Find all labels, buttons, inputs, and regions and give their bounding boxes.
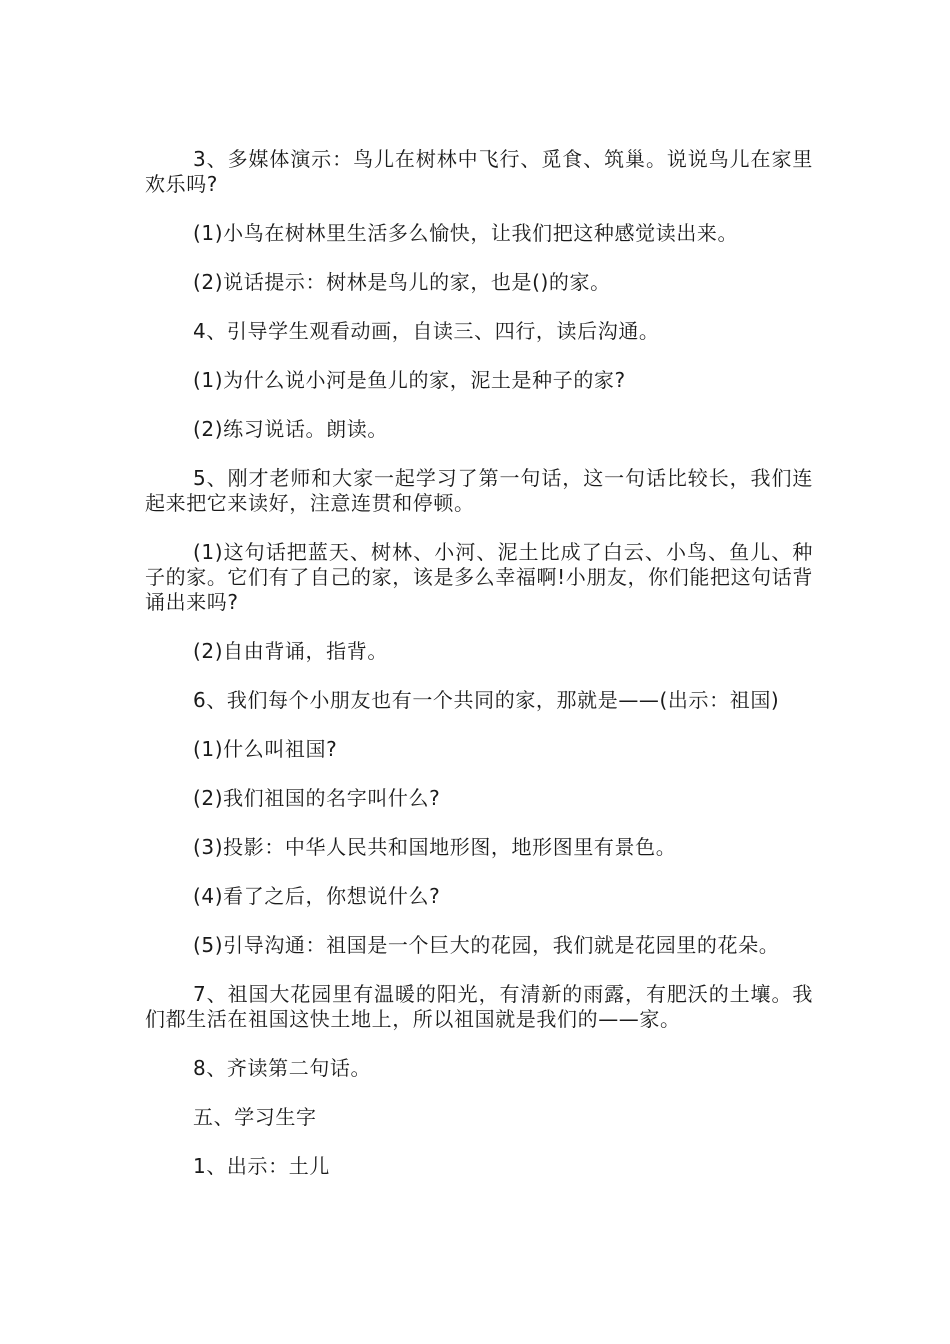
paragraph-8: (1)这句话把蓝天、树林、小河、泥土比成了白云、小鸟、鱼儿、种子的家。它们有了自己的家，该是多么幸福啊!小朋友，你们能把这句话背诵出来吗?	[145, 540, 813, 614]
paragraph-10: 6、我们每个小朋友也有一个共同的家，那就是——(出示：祖国)	[193, 688, 780, 712]
paragraph-4: 4、引导学生观看动画，自读三、四行，读后沟通。	[193, 319, 660, 343]
paragraph-15: (5)引导沟通：祖国是一个巨大的花园，我们就是花园里的花朵。	[193, 933, 780, 957]
paragraph-19: 1、出示：土儿	[193, 1154, 330, 1178]
paragraph-2: (1)小鸟在树林里生活多么愉快，让我们把这种感觉读出来。	[193, 221, 739, 245]
paragraph-16: 7、祖国大花园里有温暖的阳光，有清新的雨露，有肥沃的土壤。我们都生活在祖国这快土地上，所以祖国就是我们的——家。	[145, 982, 813, 1031]
paragraph-13: (3)投影：中华人民共和国地形图，地形图里有景色。	[193, 835, 677, 859]
paragraph-12: (2)我们祖国的名字叫什么?	[193, 786, 441, 810]
paragraph-11: (1)什么叫祖国?	[193, 737, 338, 761]
section-heading: 五、学习生字	[193, 1105, 317, 1129]
paragraph-3: (2)说话提示：树林是鸟儿的家，也是()的家。	[193, 270, 611, 294]
paragraph-17: 8、齐读第二句话。	[193, 1056, 372, 1080]
paragraph-9: (2)自由背诵，指背。	[193, 639, 388, 663]
paragraph-14: (4)看了之后，你想说什么?	[193, 884, 441, 908]
paragraph-1: 3、多媒体演示：鸟儿在树林中飞行、觅食、筑巢。说说鸟儿在家里欢乐吗?	[145, 147, 813, 196]
document-page	[145, 147, 813, 1203]
paragraph-6: (2)练习说话。朗读。	[193, 417, 388, 441]
paragraph-7: 5、刚才老师和大家一起学习了第一句话，这一句话比较长，我们连起来把它来读好，注意连贯和停顿。	[145, 466, 813, 515]
paragraph-5: (1)为什么说小河是鱼儿的家，泥土是种子的家?	[193, 368, 626, 392]
